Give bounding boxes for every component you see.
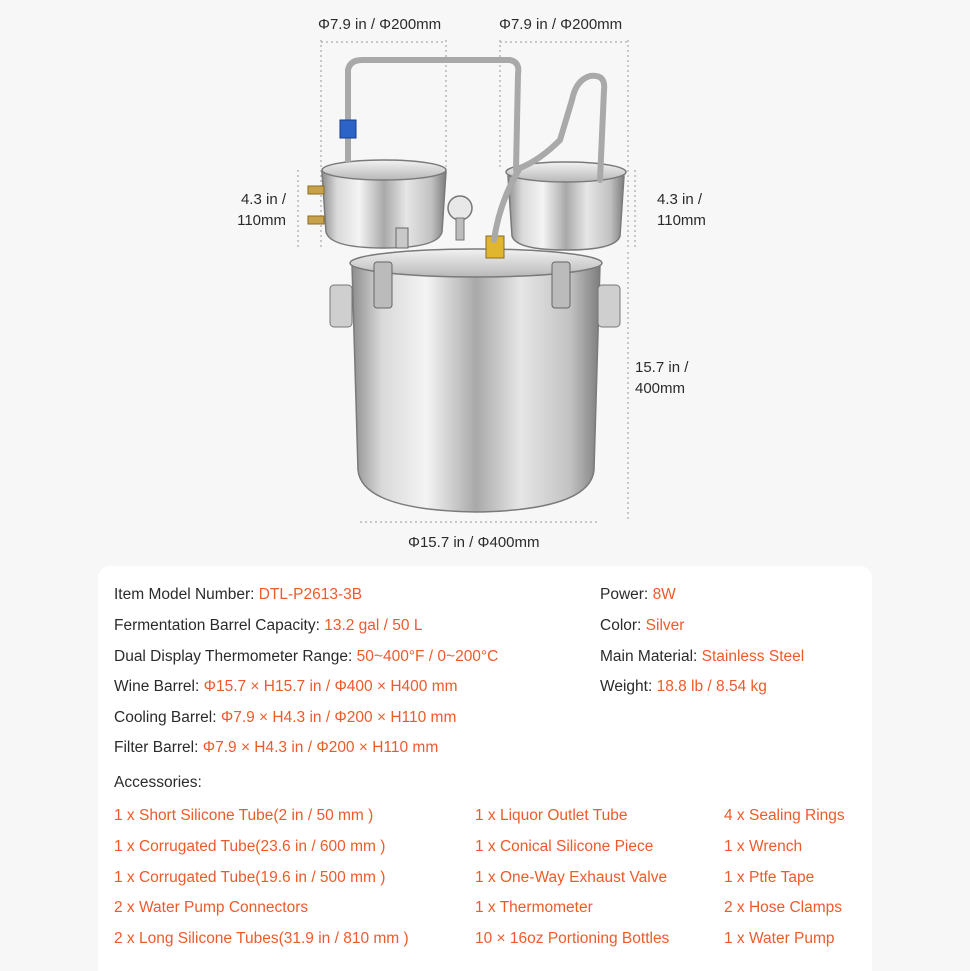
- cooling-barrel: [308, 160, 446, 248]
- spec-power: Power: 8W: [600, 586, 676, 603]
- spec-filter-barrel: Filter Barrel: Φ7.9 × H4.3 in / Φ200 × H110 mm: [114, 739, 439, 756]
- dim-top-left: Φ7.9 in / Φ200mm: [318, 16, 442, 33]
- accessory-item: 10 × 16oz Portioning Bottles: [475, 930, 670, 947]
- accessory-item: 1 x Ptfe Tape: [724, 869, 815, 886]
- dim-top-right: Φ7.9 in / Φ200mm: [499, 16, 623, 33]
- spec-weight: Weight: 18.8 lb / 8.54 kg: [600, 678, 767, 695]
- spec-panel: [98, 566, 872, 971]
- dim-left-height: [232, 189, 286, 231]
- accessory-item: 1 x Conical Silicone Piece: [475, 838, 654, 855]
- accessory-item: 2 x Hose Clamps: [724, 899, 843, 916]
- accessory-item: 1 x One-Way Exhaust Valve: [475, 869, 668, 886]
- accessory-item: 1 x Liquor Outlet Tube: [475, 807, 628, 824]
- accessories-heading: Accessories:: [114, 774, 202, 791]
- spec-color: Color: Silver: [600, 617, 685, 634]
- dim-right-height-line1: 4.3 in /: [657, 191, 703, 208]
- dim-right-height: [657, 189, 706, 231]
- accessory-item: 1 x Corrugated Tube(23.6 in / 600 mm ): [114, 838, 386, 855]
- accessory-item: 2 x Long Silicone Tubes(31.9 in / 810 mm ): [114, 930, 409, 947]
- accessory-item: 1 x Corrugated Tube(19.6 in / 500 mm ): [114, 869, 386, 886]
- dim-barrel-height-line1: 15.7 in /: [635, 359, 689, 376]
- spec-capacity: Fermentation Barrel Capacity: 13.2 gal / 50 L: [114, 617, 423, 634]
- accessory-item: 1 x Water Pump: [724, 930, 835, 947]
- accessory-item: 2 x Water Pump Connectors: [114, 899, 309, 916]
- spec-material: Main Material: Stainless Steel: [600, 648, 805, 665]
- spec-thermo-range: Dual Display Thermometer Range: 50~400°F / 0~200°C: [114, 648, 499, 665]
- accessory-item: 1 x Thermometer: [475, 899, 593, 916]
- dim-left-height-line2: 110mm: [237, 212, 286, 229]
- accessory-item: 1 x Short Silicone Tube(2 in / 50 mm ): [114, 807, 374, 824]
- accessory-item: 1 x Wrench: [724, 838, 803, 855]
- dim-barrel-height: [635, 357, 688, 399]
- dim-right-height-line2: 110mm: [657, 212, 706, 229]
- accessory-item: 4 x Sealing Rings: [724, 807, 845, 824]
- dim-barrel-height-line2: 400mm: [635, 380, 686, 397]
- filter-barrel: [486, 162, 626, 258]
- dim-left-height-line1: 4.3 in /: [240, 191, 286, 208]
- dim-barrel-diameter: Φ15.7 in / Φ400mm: [408, 534, 540, 551]
- spec-model: Item Model Number: DTL-P2613-3B: [114, 586, 363, 603]
- spec-cooling-barrel: Cooling Barrel: Φ7.9 × H4.3 in / Φ200 × H110 mm: [114, 709, 457, 726]
- spec-wine-barrel: Wine Barrel: Φ15.7 × H15.7 in / Φ400 × H400 mm: [114, 678, 458, 695]
